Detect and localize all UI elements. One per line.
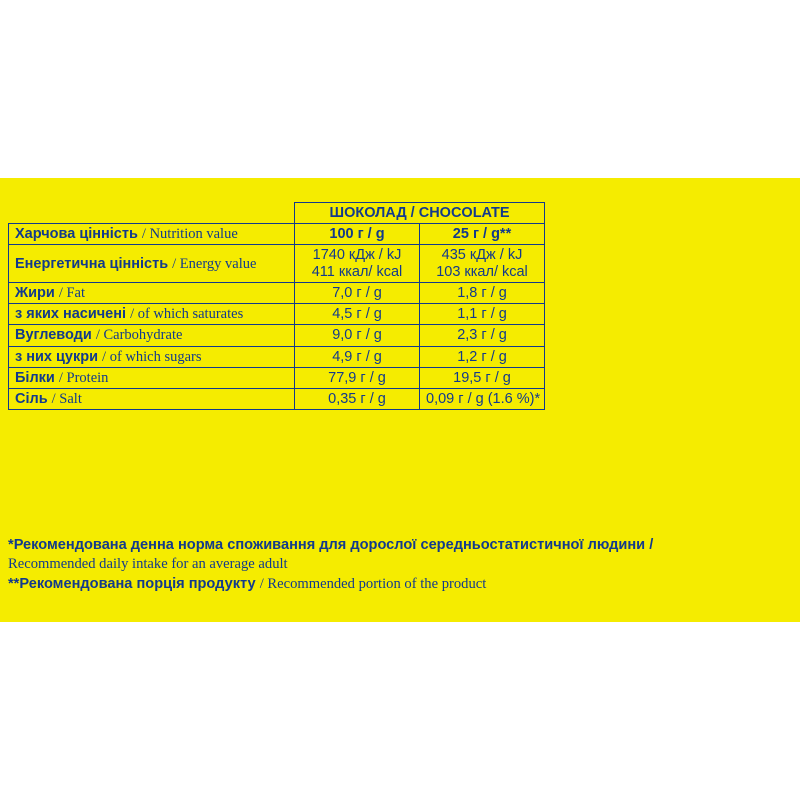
row-value-25g-energy xyxy=(420,245,545,282)
row-value-25g-saturates: 1,1 г / g xyxy=(420,304,545,325)
table-row xyxy=(9,325,545,346)
row-label-fat xyxy=(9,282,295,303)
footnote-marker: * xyxy=(8,537,14,553)
table-row xyxy=(9,389,545,410)
table-row xyxy=(9,282,545,303)
row-label-ua: з яких насичені xyxy=(15,306,127,323)
footnotes xyxy=(8,536,768,596)
table-row xyxy=(9,304,545,325)
header-nutrition-value-ua: Харчова цінність xyxy=(15,226,138,243)
footnote-text-en: / Recommended portion of the product xyxy=(259,576,487,593)
row-value-100g-fat: 7,0 г / g xyxy=(295,282,420,303)
row-label-ua: з них цукри xyxy=(15,348,99,365)
header-nutrition-value-en: / Nutrition value xyxy=(141,226,238,243)
table-row xyxy=(9,367,545,388)
row-value-25g-protein: 19,5 г / g xyxy=(420,367,545,388)
nutrition-table-wrapper xyxy=(8,202,544,410)
row-label-ua: Сіль xyxy=(15,391,48,408)
row-value-100g-saturates: 4,5 г / g xyxy=(295,304,420,325)
table-header-row-title xyxy=(9,203,545,224)
row-value-100g-protein: 77,9 г / g xyxy=(295,367,420,388)
row-label-en: / of which sugars xyxy=(102,348,202,365)
footnote-daily-intake xyxy=(8,536,768,573)
row-label-en: / Salt xyxy=(51,391,82,408)
row-label-ua: Вуглеводи xyxy=(15,327,92,344)
header-product-title: ШОКОЛАД / CHOCOLATE xyxy=(295,203,545,224)
row-value-25g-fat: 1,8 г / g xyxy=(420,282,545,303)
nutrition-table xyxy=(8,202,545,410)
row-value-25g-sugars: 1,2 г / g xyxy=(420,346,545,367)
row-label-salt xyxy=(9,389,295,410)
header-col-100g: 100 г / g xyxy=(295,224,420,245)
footnote-text-en: Recommended daily intake for an average adult xyxy=(8,555,288,572)
header-spacer-cell xyxy=(9,203,295,224)
row-value-100g-salt: 0,35 г / g xyxy=(295,389,420,410)
footnote-text-ua: Рекомендована денна норма споживання для дорослої середньостатистичної людини / xyxy=(13,537,654,553)
row-value-100g-sugars: 4,9 г / g xyxy=(295,346,420,367)
row-label-en: / Carbohydrate xyxy=(95,327,183,344)
table-header-row-units xyxy=(9,224,545,245)
table-row xyxy=(9,245,545,282)
row-value-100g-carbohydrate: 9,0 г / g xyxy=(295,325,420,346)
footnote-text-ua: Рекомендована порція продукту xyxy=(19,576,256,593)
row-label-ua: Білки xyxy=(15,369,55,386)
row-label-protein xyxy=(9,367,295,388)
nutrition-panel xyxy=(0,178,800,622)
row-value-line2: 411 ккал/ kcal xyxy=(311,263,403,280)
row-value-100g-energy xyxy=(295,245,420,282)
row-label-en: / Energy value xyxy=(172,255,257,272)
row-label-ua: Жири xyxy=(15,284,55,301)
table-row xyxy=(9,346,545,367)
row-label-carbohydrate xyxy=(9,325,295,346)
row-label-ua: Енергетична цінність xyxy=(15,255,169,272)
row-label-en: / of which saturates xyxy=(130,306,244,323)
row-value-25g-carbohydrate: 2,3 г / g xyxy=(420,325,545,346)
row-value-line1: 1740 кДж / kJ xyxy=(312,247,402,264)
row-label-energy xyxy=(9,245,295,282)
row-value-line1: 435 кДж / kJ xyxy=(441,247,523,264)
row-value-line2: 103 ккал/ kcal xyxy=(436,263,528,280)
header-col-25g: 25 г / g** xyxy=(420,224,545,245)
row-value-25g-salt: 0,09 г / g (1.6 %)* xyxy=(420,389,545,410)
row-label-en: / Fat xyxy=(58,284,86,301)
row-label-en: / Protein xyxy=(58,369,109,386)
footnote-marker: ** xyxy=(8,576,20,593)
header-nutrition-value-label xyxy=(9,224,295,245)
footnote-portion xyxy=(8,575,768,594)
row-label-sugars xyxy=(9,346,295,367)
row-label-saturates xyxy=(9,304,295,325)
